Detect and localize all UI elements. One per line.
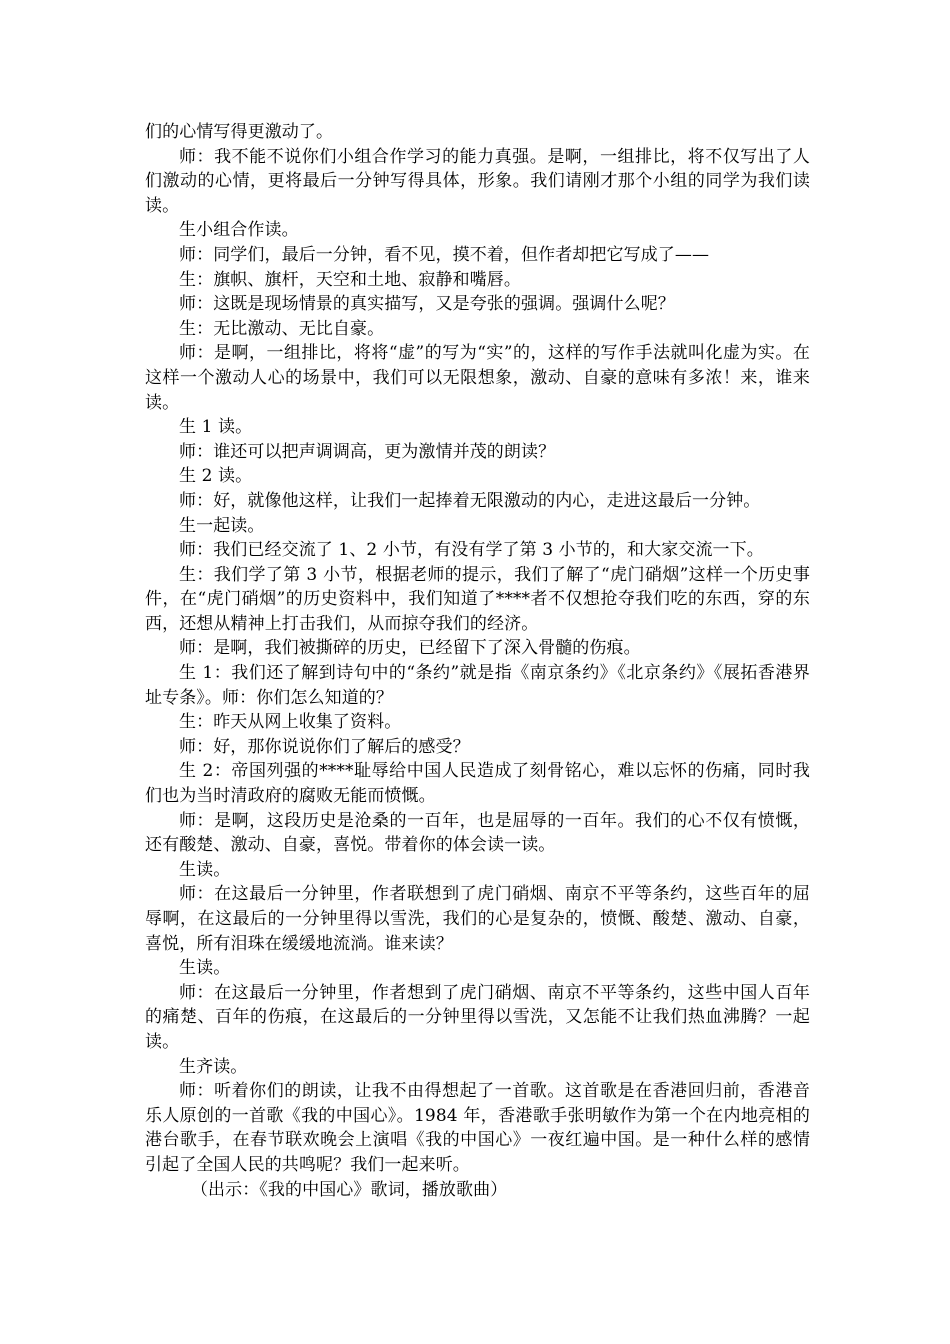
- paragraph-20: 生 2：帝国列强的****耻辱给中国人民造成了刻骨铭心，难以忘怀的伤痛，同时我们也为当时清政府的腐败无能而愤慨。: [145, 761, 810, 807]
- paragraph-6: 师：这既是现场情景的真实描写，又是夸张的强调。强调什么呢？: [179, 294, 675, 315]
- paragraph-18: 生：昨天从网上收集了资料。: [179, 712, 402, 733]
- document-body: [145, 120, 810, 1202]
- paragraph-26: 生齐读。: [179, 1056, 248, 1077]
- paragraph-4: 师：同学们，最后一分钟，看不见，摸不着，但作者却把它写成了——: [179, 244, 710, 265]
- paragraph-21: 师：是啊，这段历史是沧桑的一百年，也是屈辱的一百年。我们的心不仅有愤慨，还有酸楚、激动、自豪，喜悦。带着你的体会读一读。: [145, 810, 810, 856]
- paragraph-17: 生 1：我们还了解到诗句中的“条约”就是指《南京条约》《北京条约》《展拓香港界址专条》。师：你们怎么知道的？: [145, 663, 810, 708]
- paragraph-2: 师：我不能不说你们小组合作学习的能力真强。是啊，一组排比，将不仅写出了人们激动的心情，更将最后一分钟写得具体，形象。我们请刚才那个小组的同学为我们读读。: [145, 146, 810, 216]
- paragraph-11: 生 2 读。: [179, 466, 253, 487]
- paragraph-25: 师：在这最后一分钟里，作者想到了虎门硝烟、南京不平等条约，这些中国人百年的痛楚、百年的伤痕，在这最后的一分钟里得以雪洗，又怎能不让我们热血沸腾？一起读。: [145, 982, 810, 1052]
- paragraph-22: 生读。: [179, 859, 231, 880]
- paragraph-16: 师：是啊，我们被撕碎的历史，已经留下了深入骨髓的伤痕。: [179, 638, 641, 659]
- paragraph-7: 生：无比激动、无比自豪。: [179, 318, 385, 339]
- paragraph-13: 生一起读。: [179, 515, 265, 536]
- paragraph-15: 生：我们学了第 3 小节，根据老师的提示，我们了解了“虎门硝烟”这样一个历史事件，在“虎门硝烟”的历史资料中，我们知道了****者不仅想抢夺我们吃的东西，穿的东西，还想从精神上打击我们，从而掠夺我们的经济。: [145, 564, 810, 634]
- paragraph-12: 师：好，就像他这样，让我们一起捧着无限激动的内心，走进这最后一分钟。: [179, 490, 761, 511]
- paragraph-24: 生读。: [179, 958, 231, 979]
- paragraph-10: 师：谁还可以把声调调高，更为激情并茂的朗读？: [179, 441, 556, 462]
- paragraph-19: 师：好，那你说说你们了解后的感受？: [179, 736, 470, 757]
- paragraph-8: 师：是啊，一组排比，将将“虚”的写为“实”的，这样的写作手法就叫化虚为实。在这样一个激动人心的场景中，我们可以无限想象，激动、自豪的意味有多浓！来，谁来读。: [145, 343, 810, 413]
- paragraph-5: 生：旗帜、旗杆，天空和土地、寂静和嘴唇。: [179, 269, 521, 290]
- paragraph-28: （出示：《我的中国心》歌词，播放歌曲）: [190, 1179, 508, 1200]
- paragraph-1: 们的心情写得更激动了。: [145, 122, 334, 142]
- paragraph-3: 生小组合作读。: [179, 220, 299, 241]
- paragraph-9: 生 1 读。: [179, 417, 253, 438]
- paragraph-14: 师：我们已经交流了 1、2 小节，有没有学了第 3 小节的，和大家交流一下。: [179, 540, 764, 561]
- paragraph-23: 师：在这最后一分钟里，作者联想到了虎门硝烟、南京不平等条约，这些百年的屈辱啊，在这最后的一分钟里得以雪洗，我们的心是复杂的，愤慨、酸楚、激动、自豪，喜悦，所有泪珠在缓缓地流淌。谁来读？: [145, 884, 810, 954]
- paragraph-27: 师：听着你们的朗读，让我不由得想起了一首歌。这首歌是在香港回归前，香港音乐人原创的一首歌《我的中国心》。1984 年，香港歌手张明敏作为第一个在内地亮相的港台歌手，在春节联欢晚会上演唱《我的中国心》一夜红遍中国。是一种什么样的感情引起了全国人民的共鸣呢？我们一起来听。: [145, 1081, 810, 1175]
